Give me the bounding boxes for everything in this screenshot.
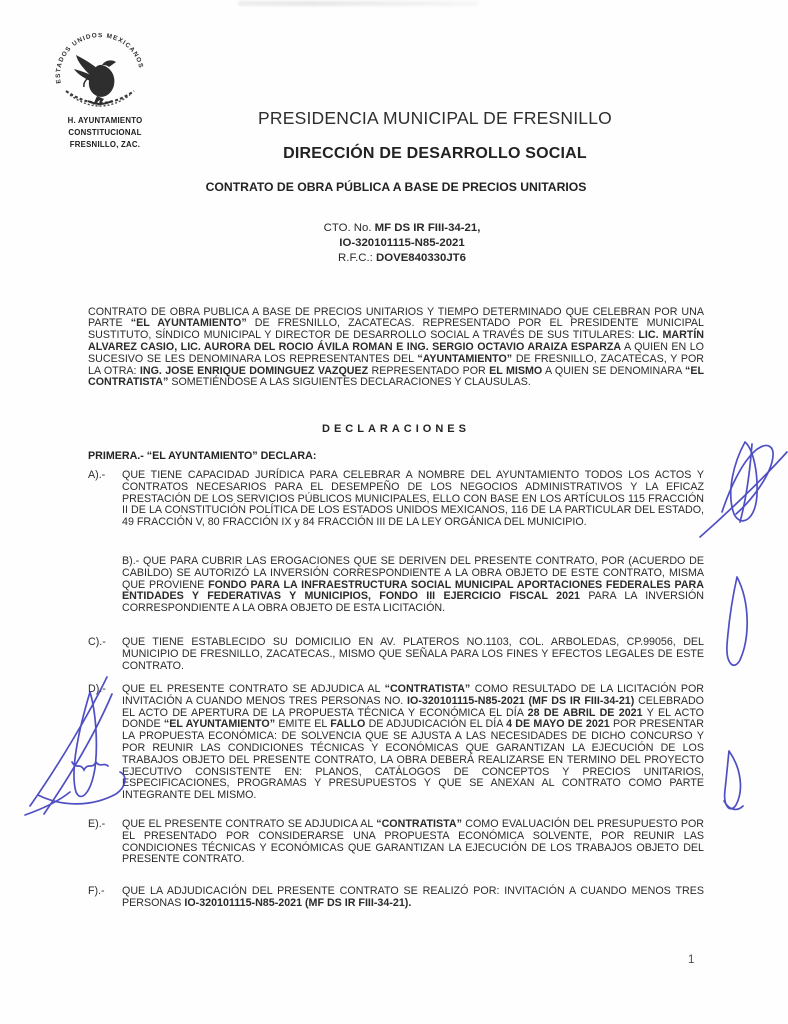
signature-ink-right-b (727, 577, 747, 665)
clause-a-text: QUE TIENE CAPACIDAD JURÍDICA PARA CELEBRAR A NOMBRE DEL AYUNTAMIENTO TODOS LOS ACTOS Y CONTRATOS NECESARIOS PARA EL DESEMPEÑO DE LOS NEGOCIOS ADMINISTRATIVOS Y LA EFICAZ PRESTACIÓN DE LOS SERVICIOS PÚBLICOS MUNICIPALES, ELLO CON BASE EN LOS ARTÍCULOS 115 FRACCIÓN II DE LA CONSTITUCIÓN POLÍTICA DE LOS ESTADOS UNIDOS MEXICANOS, 116 DE LA PARTICULAR DEL ESTADO, 49 FRACCIÓN V, 80 FRACCIÓN IX y 84 FRACCIÓN III DE LA LEY ORGÁNICA DEL MUNICIPIO. (122, 469, 704, 529)
national-seal-icon (50, 33, 150, 117)
letterhead-line-3: FRESNILLO, ZAC. (69, 140, 141, 149)
clause-a (88, 470, 704, 529)
scan-artifact-top (238, 1, 478, 6)
clause-f-text: QUE LA ADJUDICACIÓN DEL PRESENTE CONTRATO SE REALIZÓ POR: INVITACIÓN A CUANDO MENOS TRES PERSONAS IO-320101115-N85-2021 (MF DS IR FIII-34-21). (122, 885, 704, 909)
page-number: 1 (688, 954, 695, 966)
clause-e-label: E).- (88, 818, 106, 830)
contract-number-block (88, 221, 716, 266)
clause-b-text: B).- QUE PARA CUBRIR LAS EROGACIONES QUE SE DERIVEN DEL PRESENTE CONTRATO, POR (ACUERDO DE CABILDO) SE AUTORIZÓ LA INVERSIÓN CORRESPONDIENTE A LA OBRA OBJETO DE ESTE CONTRATO, MISMA QUE PROVIENE FONDO PARA LA INFRAESTRUCTURA SOCIAL MUNICIPAL APORTACIONES FEDERALES PARA ENTIDADES Y FEDERATIVAS Y MUNICIPIOS, FONDO III EJERCICIO FISCAL 2021 PARA LA INVERSIÓN CORRESPONDIENTE A LA OBRA OBJETO DE ESTA LICITACIÓN. (122, 555, 704, 615)
clause-d-label: D).- (88, 683, 106, 695)
letterhead-line-1: H. AYUNTAMIENTO (67, 116, 143, 125)
clause-c-label: C).- (88, 636, 106, 648)
clause-e-text: QUE EL PRESENTE CONTRATO SE ADJUDICA AL “CONTRATISTA” COMO EVALUACIÓN DEL PRESUPUESTO POR EL PRESENTADO POR CONSIDERARSE UNA PROPUESTA ECONÓMICA SOLVENTE, POR REUNIR LAS CONDICIONES TÉCNICAS Y ECONÓMICAS QUE GARANTIZAN LA EJECUCIÓN DE LOS TRABAJOS OBJETO DEL PRESENTE CONTRATO. (122, 818, 704, 866)
seal-arc-text: ESTADOS UNIDOS MEXICANOS (54, 33, 145, 84)
page-title: PRESIDENCIA MUNICIPAL DE FRESNILLO (258, 108, 612, 128)
page-subtitle: DIRECCIÓN DE DESARROLLO SOCIAL (283, 145, 587, 162)
rfc-line: R.F.C.: DOVE840330JT6 (338, 252, 466, 264)
signature-ink-right-a (700, 442, 787, 537)
intro-paragraph: CONTRATO DE OBRA PUBLICA A BASE DE PRECIOS UNITARIOS Y TIEMPO DETERMINADO QUE CELEBRAN POR UNA PARTE “EL AYUNTAMIENTO” DE FRESNILLO, ZACATECAS. REPRESENTADO POR EL PRESIDENTE MUNICIPAL SUSTITUTO, SÍNDICO MUNICIPAL Y DIRECTOR DE DESARROLLO SOCIAL A TRAVÉS DE SUS TITULARES: LIC. MARTÍN ALVAREZ CASIO, LIC. AURORA DEL ROCIO ÁVILA ROMAN E ING. SERGIO OCTAVIO ARAIZA ESPARZA A QUIEN EN LO SUCESIVO SE LES DENOMINARA LOS REPRESENTANTES DEL “AYUNTAMIENTO” DE FRESNILLO, ZACATECAS, Y POR LA OTRA: ING. JOSE ENRIQUE DOMINGUEZ VAZQUEZ REPRESENTADO POR EL MISMO A QUIEN SE DENOMINARA “EL CONTRATISTA” SOMETIÉNDOSE A LAS SIGUIENTES DECLARACIONES Y CLAUSULAS. (88, 305, 705, 389)
clause-d (88, 684, 704, 802)
clause-f (88, 886, 704, 910)
clause-a-label: A).- (88, 469, 106, 481)
clause-c-text: QUE TIENE ESTABLECIDO SU DOMICILIO EN AV. PLATEROS NO.1103, COL. ARBOLEDAS, CP.99056, DEL MUNICIPIO DE FRESNILLO, ZACATECAS., MISMO QUE SEÑALA PARA LOS FINES Y EFECTOS LEGALES DE ESTE CONTRATO. (122, 636, 704, 672)
letterhead-line-2: CONSTITUCIONAL (68, 128, 142, 137)
document-type-heading: CONTRATO DE OBRA PÚBLICA A BASE DE PRECIOS UNITARIOS (205, 180, 587, 194)
letterhead-org-name (43, 115, 167, 151)
primera-declara-heading: PRIMERA.- “EL AYUNTAMIENTO” DECLARA: (88, 450, 317, 462)
clause-f-label: F).- (88, 885, 105, 897)
declarations-heading: DECLARACIONES (322, 423, 470, 435)
cto-number-line2: IO-320101115-N85-2021 (339, 237, 465, 249)
clause-e (88, 819, 704, 866)
clause-c (88, 637, 704, 672)
cto-number-line: CTO. No. MF DS IR FIII-34-21, (323, 222, 481, 234)
signature-ink-right-d (724, 751, 743, 809)
clause-b (122, 556, 704, 615)
clause-d-text: QUE EL PRESENTE CONTRATO SE ADJUDICA AL “CONTRATISTA” COMO RESULTADO DE LA LICITACIÓN POR INVITACIÓN A CUANDO MENOS TRES PERSONAS NO. IO-320101115-N85-2021 (MF DS IR FIII-34-21) CELEBRADO EL ACTO DE APERTURA DE LA PROPUESTA TÉCNICA Y ECONÓMICA EL DÍA 28 DE ABRIL DE 2021 Y EL ACTO DONDE “EL AYUNTAMIENTO” EMITE EL FALLO DE ADJUDICACIÓN EL DÍA 4 DE MAYO DE 2021 POR PRESENTAR LA PROPUESTA ECONÓMICA: DE SOLVENCIA QUE SE AJUSTA A LAS NECESIDADES DE DICHO CONCURSO Y POR REUNIR LAS CONDICIONES TÉCNICAS Y ECONÓMICAS QUE GARANTIZAN LA EJECUCIÓN DE LOS TRABAJOS OBJETO DEL PRESENTE CONTRATO, LA OBRA DEBERÁ REALIZARSE EN TERMINO DEL PROYECTO EJECUTIVO CONSISTENTE EN: PLANOS, CATÁLOGOS DE CONCEPTOS Y PRECIOS UNITARIOS, ESPECIFICACIONES, PROGRAMAS Y PRESUPUESTOS Y QUE SE ANEXAN AL CONTRATO COMO PARTE INTEGRANTE DEL MISMO. (122, 683, 704, 802)
